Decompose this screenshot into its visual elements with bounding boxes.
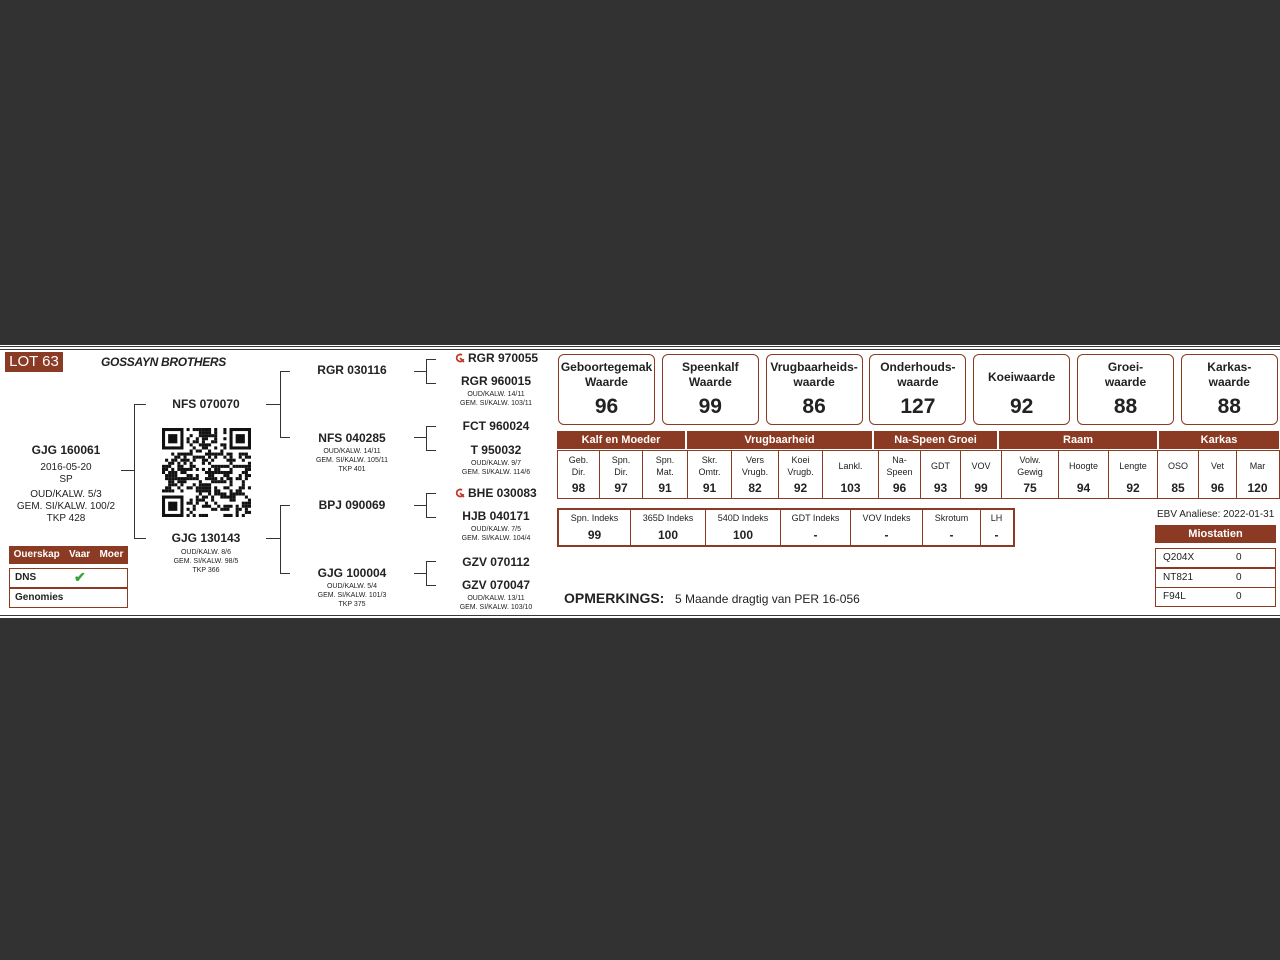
granddam-sire-oud-kalw: OUD/KALW. 14/11 xyxy=(323,448,381,455)
trait-header-line: Omtr. xyxy=(698,467,721,477)
trait-value: 103 xyxy=(840,481,861,495)
parentage-row-genomies xyxy=(9,588,128,608)
pedigree-line xyxy=(426,450,436,451)
ggp-ssd-id: RGR 960015 xyxy=(460,374,532,388)
index-value: - xyxy=(949,528,954,542)
index-value: - xyxy=(884,528,889,542)
check-icon: ✔ xyxy=(74,569,86,585)
ggp-sdd-oud-kalw: OUD/KALW. 9/7 xyxy=(470,460,522,467)
granddam-dam-gem-si-kalw: GEM. SI/KALW. 101/3 xyxy=(317,592,387,599)
trait-header xyxy=(879,454,920,478)
parentage-header xyxy=(9,546,128,564)
ggp-sdd xyxy=(446,443,546,477)
value-box-number: 92 xyxy=(1010,395,1034,418)
pedigree-line xyxy=(134,404,135,538)
pedigree-line xyxy=(426,426,436,427)
trait-header-line: Vet xyxy=(1210,461,1224,471)
granddam-dam-info xyxy=(297,566,407,609)
value-box-title xyxy=(767,360,862,390)
animal-birth-date: 2016-05-20 xyxy=(40,462,92,473)
trait-header-line: VOV xyxy=(971,461,991,471)
ggp-ssd-oud-kalw: OUD/KALW. 14/11 xyxy=(467,391,525,398)
ggp-dsd-id: HJB 040171 xyxy=(462,509,530,523)
value-box-title-line: Geboortegemak xyxy=(560,360,653,374)
trait-cell xyxy=(1199,451,1237,498)
pedigree-line xyxy=(266,538,280,539)
index-header: GDT Indeks xyxy=(791,513,840,523)
granddam-dam-id: GJG 100004 xyxy=(317,566,387,580)
granddam-sire-tkp: TKP 401 xyxy=(338,466,366,473)
trait-value: 91 xyxy=(658,481,672,495)
pedigree-line xyxy=(266,404,280,405)
miostatien-value: 0 xyxy=(1236,552,1242,563)
trait-header-line: Spn. xyxy=(655,455,675,465)
trait-value: 99 xyxy=(974,481,988,495)
index-header: Spn. Indeks xyxy=(570,513,619,523)
trait-cell xyxy=(688,451,732,498)
ebv-date: EBV Analiese: 2022-01-31 xyxy=(1157,509,1275,520)
index-cell xyxy=(559,510,631,545)
dam-id: GJG 130143 xyxy=(171,531,241,545)
value-box-number: 99 xyxy=(698,395,722,418)
ggp-dds-id: GZV 070112 xyxy=(462,555,530,569)
value-box xyxy=(1181,354,1278,425)
value-box-title-line: Koeiwaarde xyxy=(988,370,1056,384)
ggp-dss-id: BHE 030083 xyxy=(468,486,537,500)
trait-value: 92 xyxy=(793,481,808,495)
ggp-dsd-gem-si-kalw: GEM. SI/KALW. 104/4 xyxy=(461,535,531,542)
index-value: 100 xyxy=(732,528,754,542)
pedigree-line xyxy=(280,371,281,437)
value-box xyxy=(662,354,759,425)
registered-mark-icon xyxy=(455,488,465,498)
trait-cell xyxy=(600,451,643,498)
index-cell xyxy=(851,510,923,545)
trait-header-line: Mar xyxy=(1249,461,1266,471)
bottom-rule xyxy=(0,615,1280,616)
value-box-title-line: Onderhouds- xyxy=(880,360,956,374)
index-cell xyxy=(631,510,706,545)
ggp-dsd xyxy=(446,509,546,543)
remarks-label: OPMERKINGS: xyxy=(564,590,665,606)
parentage-header-moer: Moer xyxy=(99,549,124,560)
trait-value: 96 xyxy=(892,481,907,495)
pedigree-line xyxy=(426,561,427,585)
value-box-title-line: Waarde xyxy=(688,375,732,389)
trait-header xyxy=(1109,460,1157,472)
value-box-title-line: Waarde xyxy=(585,375,628,389)
trait-header-line: Vrugb. xyxy=(787,467,814,477)
value-box-title xyxy=(559,360,654,390)
trait-value: 93 xyxy=(933,481,948,495)
trait-header xyxy=(961,460,1001,472)
trait-header xyxy=(779,454,822,478)
animal-id: GJG 160061 xyxy=(31,443,101,457)
value-box-title-line: Vrugbaarheids- xyxy=(770,360,858,374)
sale-card xyxy=(0,345,1280,618)
miostatien-value: 0 xyxy=(1236,571,1242,583)
trait-header-line: GDT xyxy=(931,461,950,471)
miostatien-marker: Q204X xyxy=(1163,552,1195,563)
value-box-title xyxy=(870,360,965,390)
value-box-title-line: waarde xyxy=(793,375,835,389)
grandsire-sire-id: RGR 030116 xyxy=(317,363,387,377)
top-rule-inner xyxy=(0,349,1280,350)
ggp-sss xyxy=(455,351,538,365)
trait-header-line: Volw. xyxy=(1019,455,1041,465)
trait-header xyxy=(823,460,878,472)
pedigree-line xyxy=(426,585,436,586)
value-box-title-line: Speenkalf xyxy=(681,360,739,374)
pedigree-line xyxy=(426,426,427,450)
qr-code-icon[interactable] xyxy=(162,428,251,517)
registered-mark-icon xyxy=(455,353,465,363)
value-box-title-line: waarde xyxy=(897,375,939,389)
ggp-sds-id: FCT 960024 xyxy=(462,419,530,433)
pedigree-line xyxy=(414,437,426,438)
trait-cell xyxy=(1059,451,1109,498)
dam-gem-si-kalw: GEM. SI/KALW. 98/5 xyxy=(173,558,239,565)
trait-header xyxy=(921,460,960,472)
value-box-title-line: Karkas- xyxy=(1207,360,1252,374)
pedigree-line xyxy=(426,359,436,360)
section-na-speen-groei: Na-Speen Groei xyxy=(874,431,997,449)
value-box xyxy=(558,354,655,425)
animal-code: SP xyxy=(59,474,73,485)
pedigree-line xyxy=(426,561,436,562)
value-box-number: 127 xyxy=(900,395,936,418)
pedigree-line xyxy=(426,517,436,518)
index-value: 99 xyxy=(587,528,602,542)
trait-header-line: Geb. xyxy=(568,455,589,465)
top-rule xyxy=(0,346,1280,347)
granddam-sire-info xyxy=(297,431,407,474)
trait-cell xyxy=(1158,451,1199,498)
breeder-name: GOSSAYN BROTHERS xyxy=(101,355,226,369)
section-vrugbaarheid: Vrugbaarheid xyxy=(687,431,872,449)
trait-cell xyxy=(1109,451,1158,498)
value-box xyxy=(766,354,863,425)
ggp-ssd-gem-si-kalw: GEM. SI/KALW. 103/11 xyxy=(459,400,533,407)
trait-cell xyxy=(558,451,600,498)
miostatien-row xyxy=(1155,548,1276,568)
trait-header xyxy=(1002,454,1058,478)
trait-cell xyxy=(779,451,823,498)
value-box xyxy=(869,354,966,425)
trait-header-line: Koei xyxy=(791,455,810,465)
ggp-ssd xyxy=(446,374,546,408)
index-cell xyxy=(706,510,781,545)
trait-value: 92 xyxy=(1126,481,1140,495)
trait-header-line: Lankl. xyxy=(838,461,863,471)
parentage-row-dns xyxy=(9,568,128,588)
trait-header xyxy=(643,454,687,478)
index-header: 365D Indeks xyxy=(642,513,694,523)
index-value: 100 xyxy=(657,528,679,542)
trait-header-line: Lengte xyxy=(1119,461,1147,471)
animal-oud-kalw: OUD/KALW. 5/3 xyxy=(30,489,102,500)
trait-cell xyxy=(823,451,879,498)
trait-header-line: Spn. xyxy=(611,455,631,465)
pedigree-line xyxy=(426,383,436,384)
trait-value: 98 xyxy=(571,481,586,495)
value-box-title xyxy=(663,360,758,390)
pedigree-line xyxy=(134,404,146,405)
value-box-title xyxy=(1182,360,1277,390)
value-box-title xyxy=(1078,360,1173,390)
index-cell xyxy=(923,510,981,545)
trait-cell xyxy=(643,451,688,498)
trait-value: 85 xyxy=(1171,481,1185,495)
trait-header xyxy=(1199,460,1236,472)
value-box xyxy=(1077,354,1174,425)
ggp-dss xyxy=(455,486,537,500)
trait-value: 97 xyxy=(614,481,628,495)
trait-header xyxy=(1059,460,1108,472)
grandsire-dam-id: BPJ 090069 xyxy=(318,498,386,512)
pedigree-line xyxy=(280,505,281,573)
granddam-sire-gem-si-kalw: GEM. SI/KALW. 105/11 xyxy=(315,457,389,464)
ggp-ddd xyxy=(446,578,546,612)
index-header: Skrotum xyxy=(934,513,969,523)
granddam-dam-oud-kalw: OUD/KALW. 5/4 xyxy=(326,583,378,590)
miostatien-header: Miostatien xyxy=(1155,525,1276,543)
trait-cell xyxy=(1237,451,1278,498)
pedigree-line xyxy=(426,359,427,383)
value-box-number: 88 xyxy=(1113,395,1138,418)
trait-header-line: Hoogte xyxy=(1068,461,1099,471)
trait-header xyxy=(600,454,642,478)
trait-cell xyxy=(961,451,1002,498)
trait-cell xyxy=(732,451,779,498)
trait-header xyxy=(558,454,599,478)
animal-gem-si-kalw: GEM. SI/KALW. 100/2 xyxy=(16,501,116,512)
value-box-title-line: waarde xyxy=(1208,375,1250,389)
section-kalf-en-moeder: Kalf en Moeder xyxy=(557,431,685,449)
ggp-sdd-gem-si-kalw: GEM. SI/KALW. 114/6 xyxy=(461,469,531,476)
value-box-title xyxy=(974,370,1069,385)
granddam-sire-id: NFS 040285 xyxy=(318,431,386,445)
pedigree-line xyxy=(426,493,427,517)
trait-header-line: Vrugb. xyxy=(741,467,769,477)
ggp-dsd-oud-kalw: OUD/KALW. 7/5 xyxy=(470,526,522,533)
trait-header-line: Speen xyxy=(886,467,913,477)
ggp-ddd-gem-si-kalw: GEM. SI/KALW. 103/10 xyxy=(459,604,533,611)
miostatien-row xyxy=(1155,568,1276,588)
index-header: VOV Indeks xyxy=(862,513,911,523)
sire-id: NFS 070070 xyxy=(172,397,240,411)
trait-value: 120 xyxy=(1247,481,1268,495)
dam-tkp: TKP 366 xyxy=(192,567,220,574)
remarks-text: 5 Maande dragtig van PER 16-056 xyxy=(675,592,860,606)
trait-value: 96 xyxy=(1210,481,1225,495)
trait-header xyxy=(1158,460,1198,472)
trait-header-line: Dir. xyxy=(614,467,628,477)
trait-header-line: Skr. xyxy=(701,455,718,465)
trait-value: 82 xyxy=(748,481,762,495)
trait-header-line: Mat. xyxy=(656,467,674,477)
value-box-title-line: Groei- xyxy=(1107,360,1144,374)
dam-info xyxy=(150,531,262,575)
index-header: LH xyxy=(990,513,1003,523)
trait-cell xyxy=(879,451,921,498)
section-karkas: Karkas xyxy=(1159,431,1279,449)
pedigree-line xyxy=(280,437,290,438)
trait-header xyxy=(732,454,778,478)
trait-value: 75 xyxy=(1023,481,1037,495)
pedigree-line xyxy=(426,493,436,494)
index-table xyxy=(557,508,1015,547)
parentage-row-label: Genomies xyxy=(15,592,64,603)
value-box-number: 96 xyxy=(594,395,619,418)
parentage-header-vaar: Vaar xyxy=(69,549,91,560)
pedigree-line xyxy=(121,470,134,471)
pedigree-line xyxy=(280,371,290,372)
ggp-sss-id: RGR 970055 xyxy=(468,351,539,365)
parentage-header-ouerskap: Ouerskap xyxy=(13,549,60,560)
pedigree-line xyxy=(280,505,290,506)
index-cell xyxy=(781,510,851,545)
trait-header-line: Vers xyxy=(745,455,764,465)
ggp-ddd-id: GZV 070047 xyxy=(461,578,531,592)
ggp-ddd-oud-kalw: OUD/KALW. 13/11 xyxy=(467,595,525,602)
trait-header-line: Dir. xyxy=(571,467,586,477)
trait-cell xyxy=(921,451,961,498)
trait-value: 94 xyxy=(1076,481,1091,495)
animal-tkp: TKP 428 xyxy=(46,513,86,524)
value-box-title-line: waarde xyxy=(1104,375,1147,389)
trait-header xyxy=(1237,460,1278,472)
granddam-dam-tkp: TKP 375 xyxy=(338,601,366,608)
miostatien-marker: F94L xyxy=(1163,591,1186,602)
dam-oud-kalw: OUD/KALW. 8/6 xyxy=(180,549,232,556)
index-cell xyxy=(981,510,1012,545)
lot-badge: LOT 63 xyxy=(5,352,63,372)
trait-value: 91 xyxy=(702,481,717,495)
pedigree-line xyxy=(414,573,426,574)
pedigree-line xyxy=(280,573,290,574)
trait-header-line: Na- xyxy=(892,455,907,465)
value-box-number: 86 xyxy=(802,395,826,418)
miostatien-marker: NT821 xyxy=(1163,571,1194,583)
index-value: - xyxy=(994,528,999,542)
miostatien-row xyxy=(1155,587,1276,607)
trait-header-line: OSO xyxy=(1167,461,1188,471)
pedigree-line xyxy=(134,538,146,539)
parentage-row-label: DNS xyxy=(15,572,37,583)
pedigree-line xyxy=(414,505,426,506)
trait-table xyxy=(557,450,1280,499)
value-box xyxy=(973,354,1070,425)
index-value: - xyxy=(813,528,818,542)
trait-header xyxy=(688,454,731,478)
trait-cell xyxy=(1002,451,1059,498)
trait-header-line: Gewig xyxy=(1017,467,1043,477)
ggp-sdd-id: T 950032 xyxy=(470,443,522,457)
section-raam: Raam xyxy=(999,431,1157,449)
index-header: 540D Indeks xyxy=(717,513,769,523)
value-box-number: 88 xyxy=(1217,395,1241,418)
pedigree-line xyxy=(414,371,426,372)
miostatien-value: 0 xyxy=(1236,591,1242,602)
animal-info xyxy=(10,443,122,525)
